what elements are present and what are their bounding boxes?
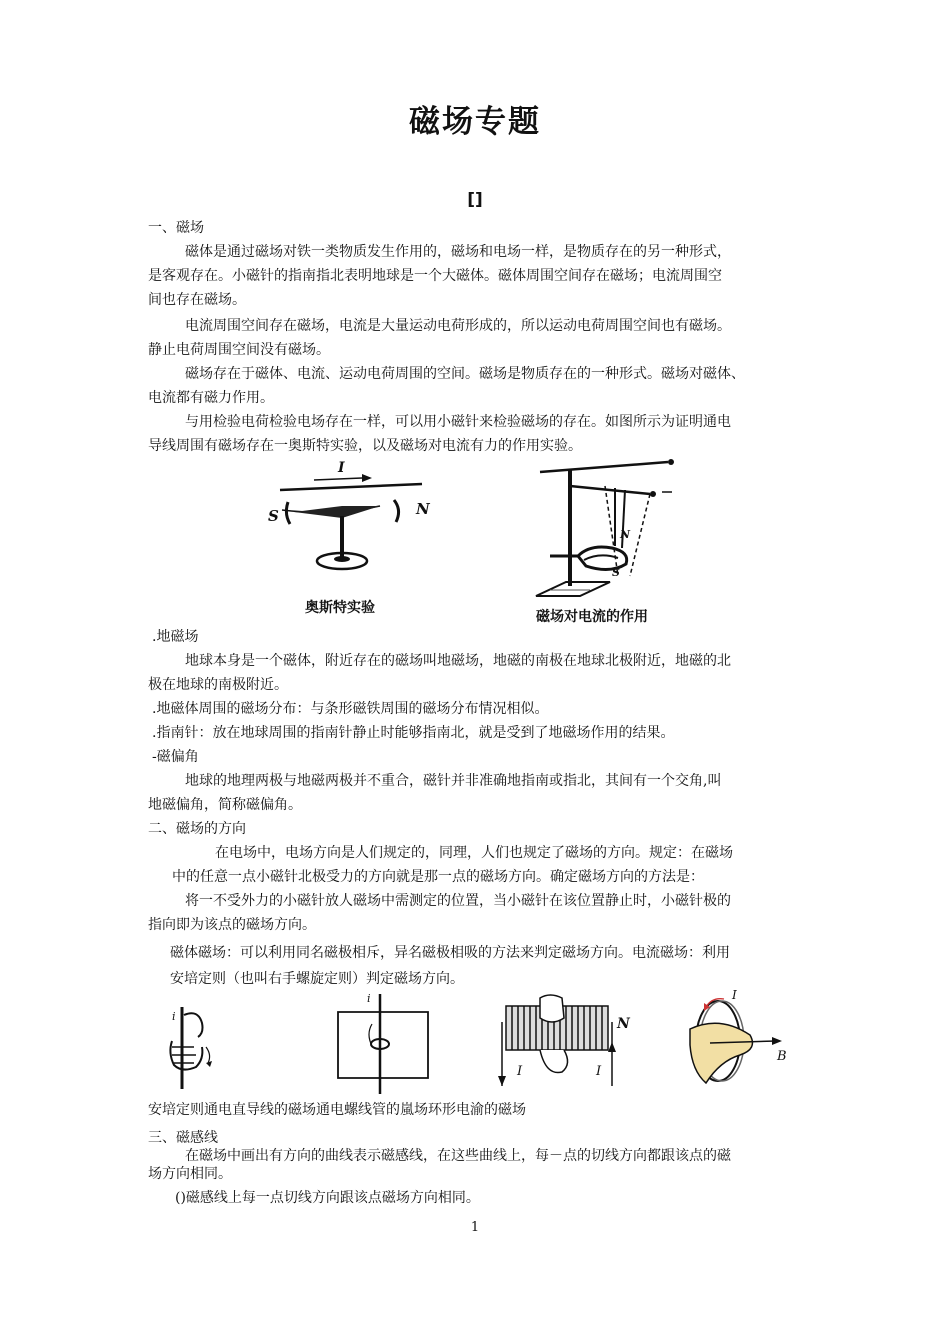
- paragraph-line: 间也存在磁场。: [148, 292, 246, 308]
- oersted-experiment-figure: [262, 458, 432, 618]
- label-current-i: I: [338, 460, 345, 476]
- heading-field-direction: 二、磁场的方向: [148, 821, 246, 837]
- paragraph-line: 安培定则（也叫右手螺旋定则）判定磁场方向。: [170, 971, 464, 987]
- paragraph-line: 磁场存在于磁体、电流、运动电荷周围的空间。磁场是物质存在的一种形式。磁场对磁体、: [185, 366, 745, 382]
- paragraph-line: ()磁感线上每一点切线方向跟该点磁场方向相同。: [175, 1190, 480, 1206]
- heading-magnetic-field: 一、磁场: [148, 220, 204, 236]
- label-current-i-5: I: [596, 1064, 602, 1079]
- paragraph-line: .地磁体周围的磁场分布：与条形磁铁周围的磁场分布情况相似。: [152, 701, 549, 717]
- ring-current-field-figure: [680, 985, 790, 1100]
- label-n-pole-3: N: [617, 1016, 630, 1032]
- paragraph-line: 磁体是通过磁场对铁一类物质发生作用的，磁场和电场一样，是物质存在的另一种形式，: [185, 244, 731, 260]
- figure-row-caption: 安培定则通电直导线的磁场通电螺线管的嵐场环形电渝的磁场: [148, 1102, 526, 1118]
- paragraph-line: 地球本身是一个磁体，附近存在的磁场叫地磁场，地磁的南极在地球北极附近，地磁的北: [185, 653, 731, 669]
- paragraph-line: 与用检验电荷检验电场存在一样，可以用小磁针来检验磁场的存在。如图所示为证明通电: [185, 414, 731, 430]
- label-s-pole: S: [268, 507, 279, 525]
- label-s-pole-2: S: [612, 566, 620, 579]
- straight-wire-field-figure: [330, 990, 440, 1100]
- paragraph-line: .指南针：放在地球周围的指南针静止时能够指南北，就是受到了地磁场作用的结果。: [152, 725, 675, 741]
- heading-earth-field: .地磁场: [152, 629, 199, 645]
- paragraph-line: 电流周围空间存在磁场，电流是大量运动电荷形成的，所以运动电荷周围空间也有磁场。: [185, 318, 731, 334]
- section-bracket: []: [467, 190, 483, 210]
- paragraph-line: 将一不受外力的小磁针放人磁场中需测定的位置，当小磁针在该位置静止时，小磁针极的: [185, 893, 731, 909]
- paragraph-line: 在电场中，电场方向是人们规定的，同理，人们也规定了磁场的方向。规定：在磁场: [215, 845, 733, 861]
- paragraph-line: 地球的地理两极与地磁两极并不重合，磁针并非准确地指南或指北，其间有一个交角,叫: [185, 773, 722, 789]
- heading-declination: -磁偏角: [152, 749, 199, 765]
- paragraph-line: 静止电荷周围空间没有磁场。: [148, 342, 330, 358]
- page-title: 磁场专题: [409, 104, 541, 140]
- label-current-i-3: i: [367, 992, 371, 1005]
- force-on-current-figure: [530, 456, 690, 606]
- paragraph-line: 电流都有磁力作用。: [148, 390, 274, 406]
- paragraph-line: 极在地球的南极附近。: [148, 677, 288, 693]
- caption-oersted: 奥斯特实验: [305, 600, 375, 616]
- ampere-rule-hand-figure: [158, 1003, 228, 1093]
- paragraph-line: 中的任意一点小磁针北极受力的方向就是那一点的磁场方向。确定磁场方向的方法是：: [172, 869, 704, 885]
- solenoid-field-figure: [488, 992, 638, 1090]
- caption-force-on-current: 磁场对电流的作用: [536, 609, 648, 625]
- paragraph-line: 是客观存在。小磁针的指南指北表明地球是一个大磁体。磁体周围空间存在磁场；电流周围空: [148, 268, 722, 284]
- heading-field-lines: 三、磁感线: [148, 1130, 218, 1146]
- label-n-pole-2: N: [620, 528, 631, 541]
- page-number: 1: [470, 1220, 480, 1235]
- label-current-i-4: I: [517, 1064, 523, 1079]
- paragraph-line: 磁体磁场：可以利用同名磁极相斥，异名磁极相吸的方法来判定磁场方向。电流磁场：利用: [170, 945, 730, 961]
- label-current-i-2: i: [172, 1010, 176, 1023]
- label-current-i-6: I: [732, 988, 737, 1002]
- label-field-b: B: [777, 1049, 787, 1064]
- paragraph-line: 在磁场中画出有方向的曲线表示磁感线，在这些曲线上，每－点的切线方向都跟该点的磁: [185, 1148, 731, 1164]
- paragraph-line: 地磁偏角，简称磁偏角。: [148, 797, 302, 813]
- paragraph-line: 导线周围有磁场存在一奥斯特实验，以及磁场对电流有力的作用实验。: [148, 438, 582, 454]
- paragraph-line: 指向即为该点的磁场方向。: [148, 917, 316, 933]
- paragraph-line: 场方向相同。: [148, 1166, 232, 1182]
- label-n-pole: N: [416, 500, 430, 518]
